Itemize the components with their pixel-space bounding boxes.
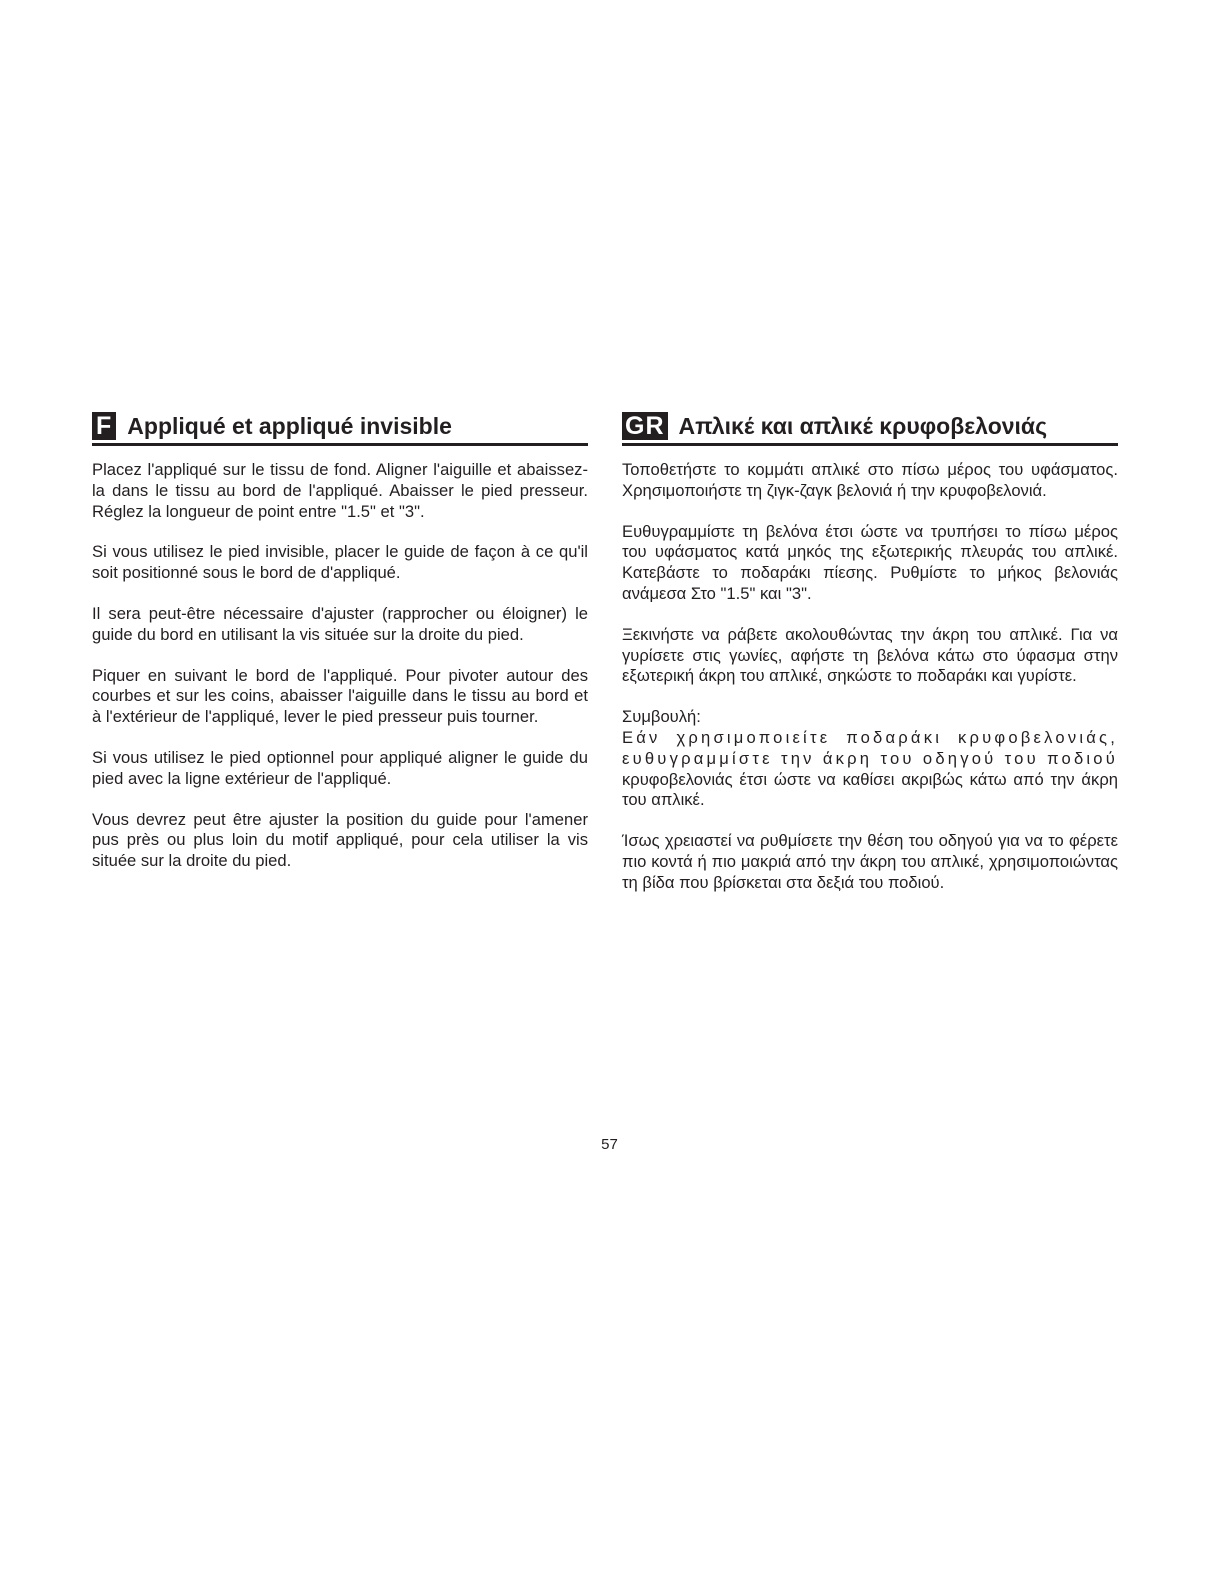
greek-tip-text: κρυφοβελονιάς έτσι ώστε να καθίσει ακριβώς κάτω από την άκρη του απλικέ.	[622, 769, 1118, 810]
french-paragraph: Piquer en suivant le bord de l'appliqué. Pour pivoter autour des courbes et sur les coins, abaisser l'aiguille dans le tissu au bord et à l'extérieur de l'appliqué, lever le pied presseur puis tourner.	[92, 665, 588, 727]
greek-paragraph: Ίσως χρειαστεί να ρυθμίσετε την θέση του οδηγού για να το φέρετε πιο κοντά ή πιο μακριά από την άκρη του απλικέ, χρησιμοποιώντας τη βίδα που βρίσκεται στα δεξιά του ποδιού.	[622, 831, 1118, 892]
greek-tip-line: ευθυγραμμίστε την άκρη του οδηγού του ποδιού	[622, 748, 1118, 768]
french-language-badge: F	[92, 412, 116, 440]
greek-section-title: Απλικέ και απλικέ κρυφοβελονιάς	[678, 413, 1048, 439]
greek-section-header	[622, 410, 1118, 446]
page-number: 57	[601, 1136, 618, 1153]
greek-paragraph: Ξεκινήστε να ράβετε ακολουθώντας την άκρη του απλικέ. Για να γυρίσετε στις γωνίες, αφήστε τη βελόνα κάτω στο ύφασμα στην εξωτερική άκρη του απλικέ, σηκώστε το ποδαράκι και γυρίστε.	[622, 624, 1118, 686]
french-section	[92, 410, 588, 892]
greek-paragraph: Τοποθετήστε το κομμάτι απλικέ στο πίσω μέρος του υφάσματος. Χρησιμοποιήστε τη ζιγκ-ζαγκ βελονιά ή την κρυφοβελονιά.	[622, 460, 1118, 500]
french-paragraph: Placez l'appliqué sur le tissu de fond. Aligner l'aiguille et abaissez-la dans le tissu au bord de l'appliqué. Abaisser le pied presseur. Réglez la longueur de point entre "1.5" et "3".	[92, 460, 588, 521]
french-paragraph: Si vous utilisez le pied optionnel pour appliqué aligner le guide du pied avec la ligne extérieur de l'appliqué.	[92, 747, 588, 788]
french-paragraph: Il sera peut-être nécessaire d'ajuster (rapprocher ou éloigner) le guide du bord en utilisant la vis située sur la droite du pied.	[92, 603, 588, 644]
greek-tip	[622, 707, 1118, 811]
french-section-header	[92, 410, 588, 446]
french-body	[92, 460, 588, 872]
greek-tip-label: Συμβουλή:	[622, 707, 701, 727]
greek-tip-line: Εάν χρησιμοποιείτε ποδαράκι κρυφοβελονιάς,	[622, 727, 1118, 747]
greek-body	[622, 460, 1118, 894]
greek-language-badge: GR	[622, 412, 668, 440]
greek-section	[622, 410, 1118, 914]
greek-paragraph: Ευθυγραμμίστε τη βελόνα έτσι ώστε να τρυπήσει το πίσω μέρος του υφάσματος κατά μηκός της εξωτερικής πλευράς του απλικέ. Κατεβάστε το ποδαράκι πίεσης. Ρυθμίστε το μήκος βελονιάς ανάμεσα Στο "1.5" και "3".	[622, 521, 1118, 603]
french-section-title: Appliqué et appliqué invisible	[127, 413, 452, 439]
french-paragraph: Vous devrez peut être ajuster la position du guide pour l'amener pus près ou plus loin du motif appliqué, pour cela utiliser la vis située sur la droite du pied.	[92, 809, 588, 871]
french-paragraph: Si vous utilisez le pied invisible, placer le guide de façon à ce qu'il soit positionné sous le bord de d'appliqué.	[92, 542, 588, 583]
